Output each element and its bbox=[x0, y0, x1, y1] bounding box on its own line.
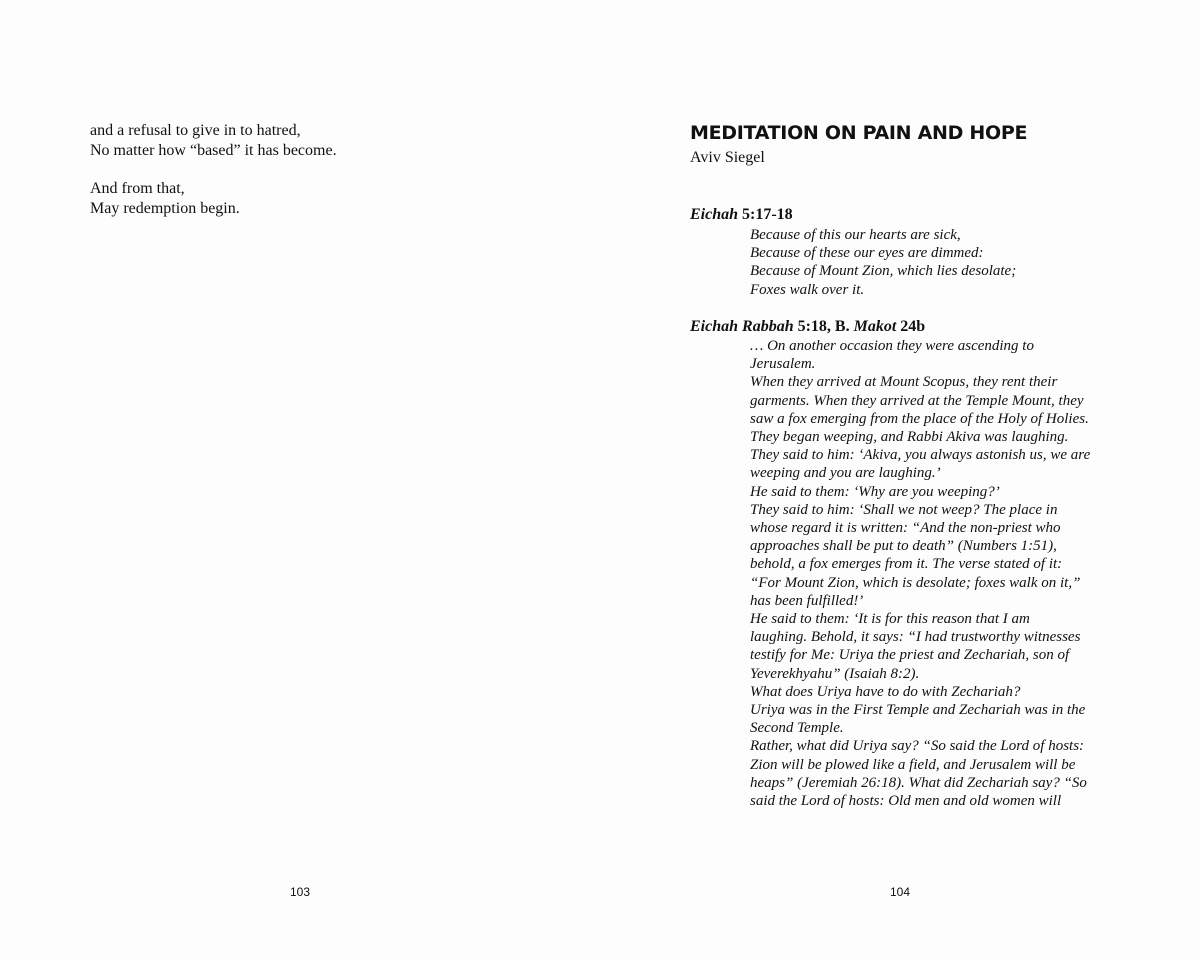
source-heading-eichah bbox=[690, 206, 793, 224]
author-name: Aviv Siegel bbox=[690, 149, 765, 166]
verse-line: Zion will be plowed like a field, and Jerusalem will be bbox=[750, 756, 1076, 773]
verse-line: has been fulfilled!’ bbox=[750, 592, 864, 609]
source-heading-eichah-rabbah bbox=[690, 318, 925, 336]
verse-line: They began weeping, and Rabbi Akiva was laughing. bbox=[750, 429, 1069, 446]
source-book: Eichah bbox=[690, 206, 739, 223]
verse-line: He said to them: ‘It is for this reason that I am bbox=[750, 611, 1030, 628]
page-title: MEDITATION ON PAIN AND HOPE bbox=[690, 122, 1028, 144]
verse-line: testify for Me: Uriya the priest and Zechariah, son of bbox=[750, 647, 1070, 664]
verse-line: When they arrived at Mount Scopus, they rent their bbox=[750, 374, 1058, 391]
verse-line: Foxes walk over it. bbox=[750, 281, 865, 298]
poem-line: May redemption begin. bbox=[90, 199, 240, 217]
verse-line: Rather, what did Uriya say? “So said the Lord of hosts: bbox=[750, 738, 1085, 755]
page-number-left: 103 bbox=[289, 885, 311, 899]
verse-line: Uriya was in the First Temple and Zechariah was in the bbox=[750, 702, 1086, 719]
source-ref: 5:17-18 bbox=[738, 206, 793, 223]
poem-ending bbox=[90, 121, 550, 218]
verse-line: weeping and you are laughing.’ bbox=[750, 465, 941, 482]
right-page bbox=[600, 0, 1200, 960]
poem-line: And from that, bbox=[90, 180, 185, 197]
poem-line: and a refusal to give in to hatred, bbox=[90, 122, 301, 139]
source-ref-end: 24b bbox=[896, 318, 926, 335]
verse-line: laughing. Behold, it says: “I had trustworthy witnesses bbox=[750, 629, 1081, 646]
verse-line: They said to him: ‘Shall we not weep? The place in bbox=[750, 501, 1058, 518]
verse-eichah-rabbah bbox=[750, 337, 1120, 810]
verse-line: saw a fox emerging from the place of the Holy of Holies. bbox=[750, 410, 1089, 427]
source-book: Eichah Rabbah bbox=[690, 318, 794, 335]
source-ref: 5:18, B. bbox=[793, 318, 854, 335]
verse-line: garments. When they arrived at the Temple Mount, they bbox=[750, 392, 1084, 409]
verse-line: behold, a fox emerges from it. The verse stated of it: bbox=[750, 556, 1063, 573]
verse-line: said the Lord of hosts: Old men and old women will bbox=[750, 793, 1062, 810]
poem-line: No matter how “based” it has become. bbox=[90, 141, 337, 159]
stanza-gap bbox=[90, 160, 550, 179]
verse-line: Because of Mount Zion, which lies desolate; bbox=[750, 263, 1017, 280]
verse-line: “For Mount Zion, which is desolate; foxes walk on it,” bbox=[750, 574, 1081, 591]
verse-line: They said to him: ‘Akiva, you always astonish us, we are bbox=[750, 447, 1091, 464]
verse-eichah bbox=[750, 226, 1120, 299]
verse-line: Because of this our hearts are sick, bbox=[750, 227, 961, 243]
verse-line: whose regard it is written: “And the non-priest who bbox=[750, 520, 1061, 537]
verse-line: What does Uriya have to do with Zechariah? bbox=[750, 683, 1021, 700]
verse-line: Yeverekhyahu” (Isaiah 8:2). bbox=[750, 665, 920, 682]
page-number-right: 104 bbox=[889, 885, 911, 899]
verse-line: Because of these our eyes are dimmed: bbox=[750, 245, 984, 262]
verse-line: Second Temple. bbox=[750, 720, 844, 737]
verse-line: … On another occasion they were ascending to bbox=[750, 338, 1034, 354]
verse-line: He said to them: ‘Why are you weeping?’ bbox=[750, 483, 1000, 500]
verse-line: heaps” (Jeremiah 26:18). What did Zechariah say? “So bbox=[750, 774, 1087, 791]
verse-line: approaches shall be put to death” (Numbers 1:51), bbox=[750, 538, 1057, 555]
source-book-2: Makot bbox=[853, 318, 897, 335]
verse-line: Jerusalem. bbox=[750, 356, 816, 373]
